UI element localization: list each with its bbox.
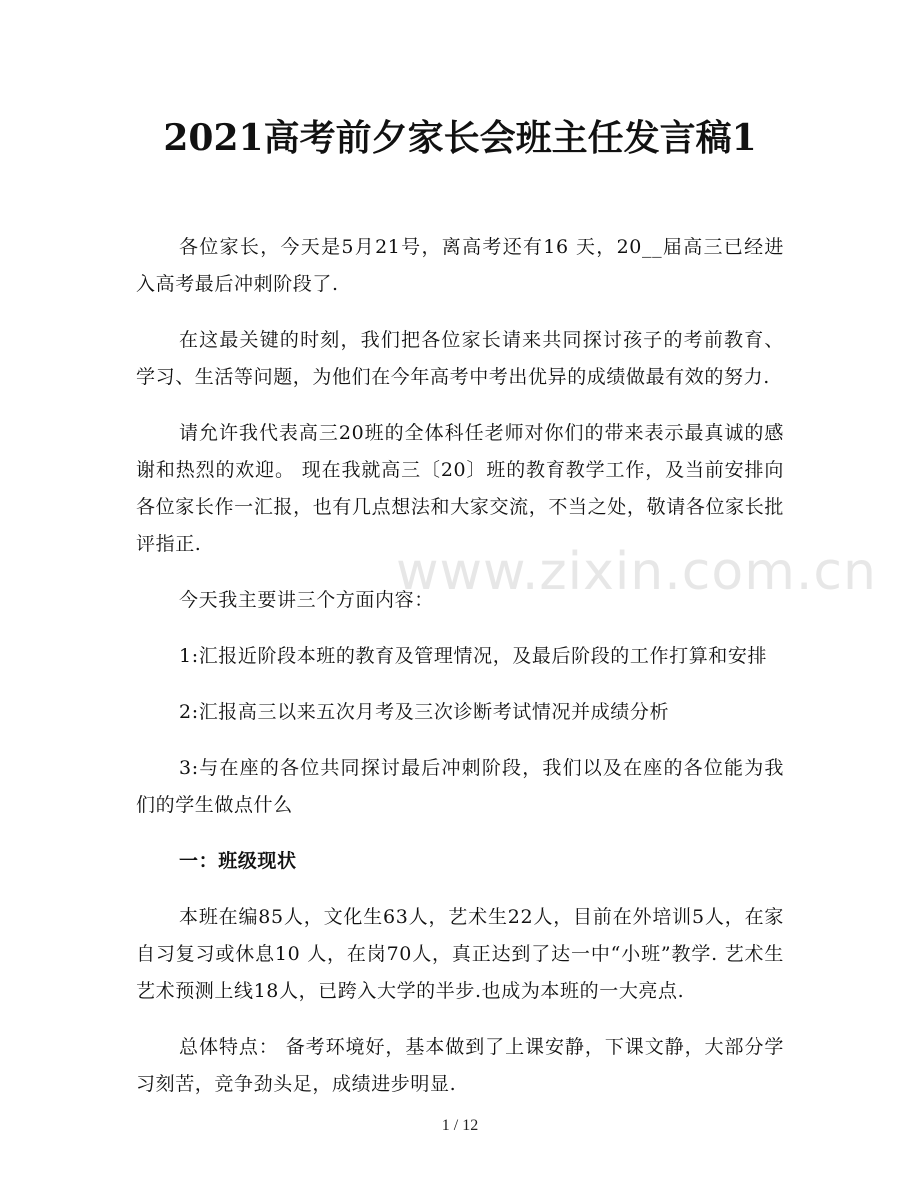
document-body [136,229,784,1122]
paragraph-purpose: 在这最关键的时刻，我们把各位家长请来共同探讨孩子的考前教育、学习、生活等问题，为他们在今年高考中考出优异的成绩做最有效的努力. [136,329,784,388]
agenda-item-2: 2:汇报高三以来五次月考及三次诊断考试情况并成绩分析 [179,701,670,723]
agenda-item-1: 1:汇报近阶段本班的教育及管理情况，及最后阶段的工作打算和安排 [179,645,768,667]
paragraph-class-stats: 本班在编85人，文化生63人，艺术生22人，目前在外培训5人，在家自习复习或休息10 人，在岗70人，真正达到了达一中“小班”教学. 艺术生艺术预测上线18人，已跨入大学的半步.也成为本班的一大亮点. [136,906,784,1002]
watermark-text: www.zixin.com.cn [396,542,877,602]
paragraph-greeting: 各位家长，今天是5月21号，离高考还有16 天，20__届高三已经进入高考最后冲刺阶段了. [136,236,784,295]
agenda-item-3: 3:与在座的各位共同探讨最后冲刺阶段，我们以及在座的各位能为我们的学生做点什么 [136,757,784,816]
paragraph-overall-features: 总体特点： 备考环境好，基本做到了上课安静，下课文静，大部分学习刻苦，竞争劲头足，成绩进步明显. [136,1036,784,1095]
section-heading-class-status: 一：班级现状 [179,850,297,872]
paragraph-thanks: 请允许我代表高三20班的全体科任老师对你们的带来表示最真诚的感谢和热烈的欢迎。 现在我就高三〔20〕班的教育教学工作，及当前安排向各位家长作一汇报，也有几点想法和大家交流，不当之处，敬请各位家长批评指正. [136,422,784,555]
paragraph-agenda-intro: 今天我主要讲三个方面内容： [179,589,434,611]
page-number: 1 / 12 [441,1117,479,1134]
document-title: 2021高考前夕家长会班主任发言稿1 [163,117,757,159]
